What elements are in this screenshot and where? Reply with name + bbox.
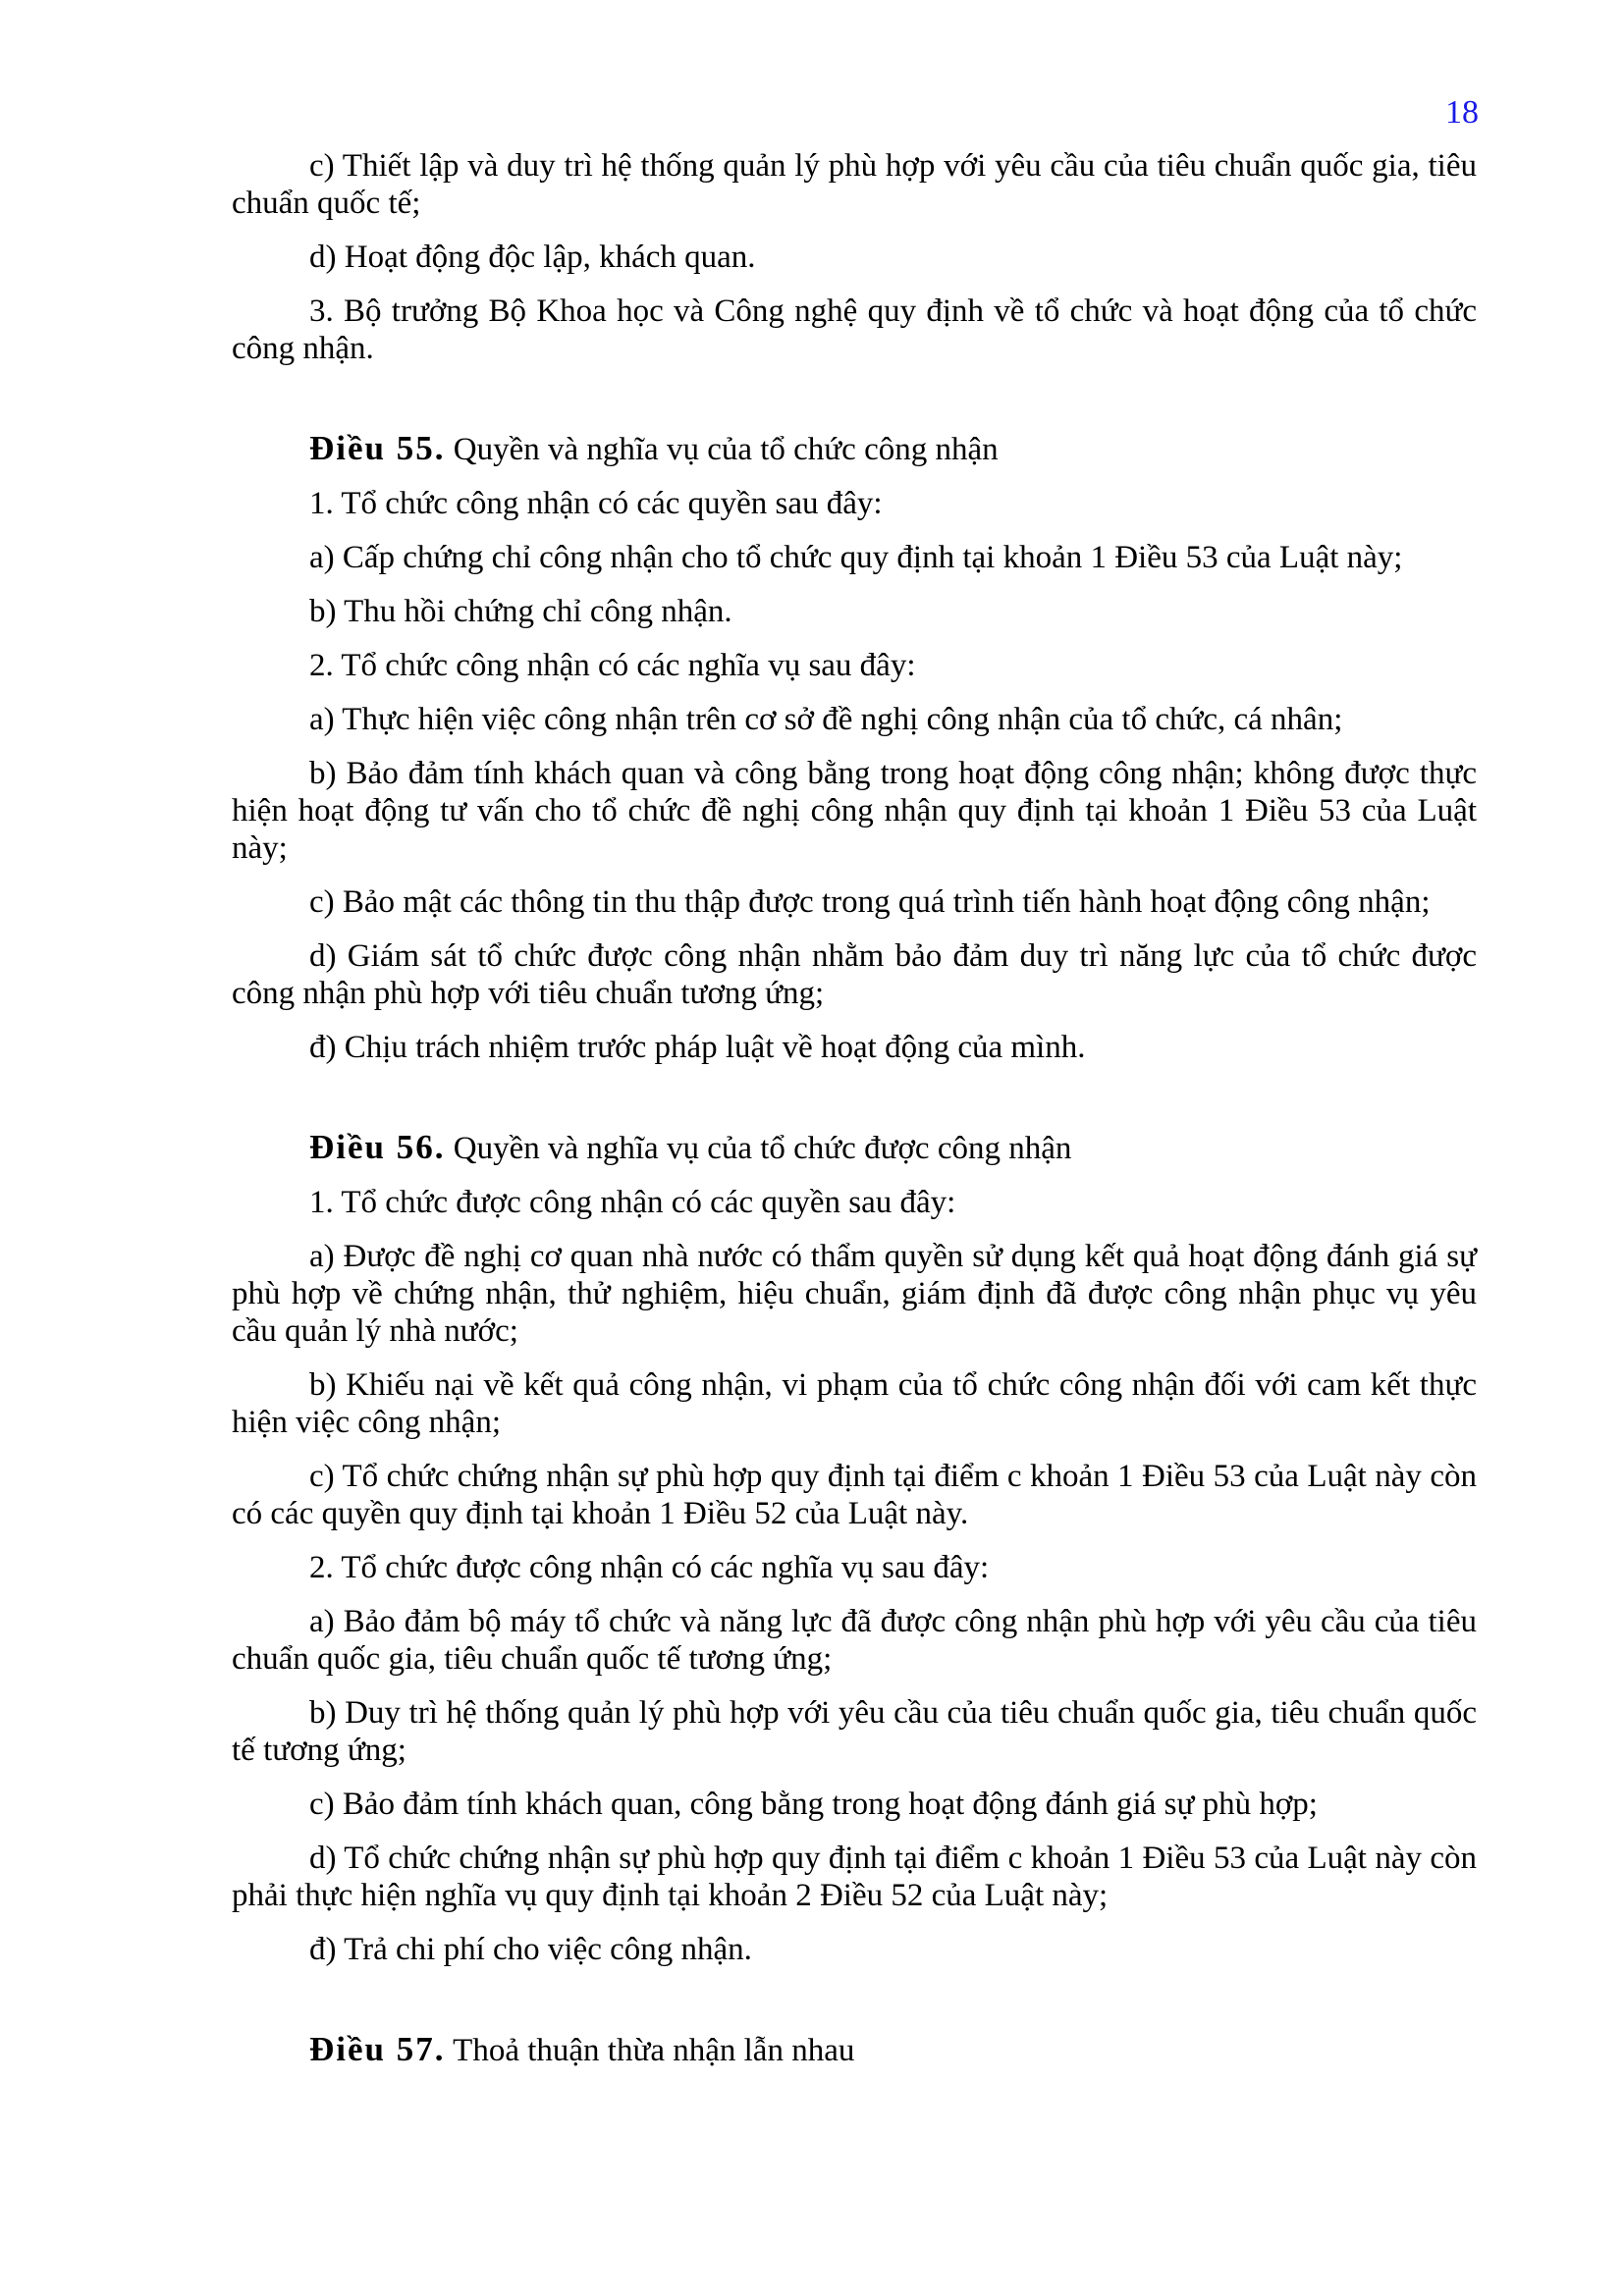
article-title: Thoả thuận thừa nhận lẫn nhau	[453, 2033, 855, 2068]
paragraph: đ) Chịu trách nhiệm trước pháp luật về hoạt động của mình.	[309, 1030, 1086, 1065]
document-body	[232, 147, 1477, 2086]
paragraph: b) Khiếu nại về kết quả công nhận, vi phạm của tổ chức công nhận đối với cam kết thực hiện việc công nhận;	[232, 1367, 1477, 1440]
paragraph: d) Tổ chức chứng nhận sự phù hợp quy định tại điểm c khoản 1 Điều 53 của Luật này còn phải thực hiện nghĩa vụ quy định tại khoản 2 Điều 52 của Luật này;	[232, 1841, 1477, 1913]
paragraph: 1. Tổ chức được công nhận có các quyền sau đây:	[309, 1185, 956, 1220]
paragraph: 3. Bộ trưởng Bộ Khoa học và Công nghệ quy định về tổ chức và hoạt động của tổ chức công nhận.	[232, 294, 1477, 366]
paragraph: d) Hoạt động độc lập, khách quan.	[309, 240, 756, 275]
article-55-heading	[232, 430, 1477, 468]
page-number: 18	[1445, 94, 1479, 131]
article-label: Điều 57.	[309, 2030, 446, 2068]
paragraph: c) Tổ chức chứng nhận sự phù hợp quy định tại điểm c khoản 1 Điều 53 của Luật này còn có các quyền quy định tại khoản 1 Điều 52 của Luật này.	[232, 1459, 1477, 1531]
paragraph: a) Bảo đảm bộ máy tổ chức và năng lực đã được công nhận phù hợp với yêu cầu của tiêu chuẩn quốc gia, tiêu chuẩn quốc tế tương ứng;	[232, 1604, 1477, 1677]
paragraph: a) Cấp chứng chỉ công nhận cho tổ chức quy định tại khoản 1 Điều 53 của Luật này;	[309, 540, 1403, 575]
paragraph: 2. Tổ chức công nhận có các nghĩa vụ sau đây:	[309, 648, 916, 683]
article-label: Điều 55.	[309, 429, 446, 467]
paragraph: c) Bảo đảm tính khách quan, công bằng trong hoạt động đánh giá sự phù hợp;	[309, 1787, 1318, 1822]
paragraph: 2. Tổ chức được công nhận có các nghĩa vụ sau đây:	[309, 1550, 990, 1585]
paragraph: a) Được đề nghị cơ quan nhà nước có thẩm quyền sử dụng kết quả hoạt động đánh giá sự phù hợp về chứng nhận, thử nghiệm, hiệu chuẩn, giám định đã được công nhận phục vụ yêu cầu quản lý nhà nước;	[232, 1239, 1477, 1349]
article-57-heading	[232, 2031, 1477, 2069]
article-56-heading	[232, 1129, 1477, 1167]
paragraph: b) Bảo đảm tính khách quan và công bằng trong hoạt động công nhận; không được thực hiện hoạt động tư vấn cho tổ chức đề nghị công nhận quy định tại khoản 1 Điều 53 của Luật này;	[232, 756, 1477, 866]
article-title: Quyền và nghĩa vụ của tổ chức công nhận	[453, 432, 999, 467]
paragraph: c) Bảo mật các thông tin thu thập được trong quá trình tiến hành hoạt động công nhận;	[309, 884, 1431, 920]
article-title: Quyền và nghĩa vụ của tổ chức được công nhận	[453, 1131, 1072, 1166]
article-label: Điều 56.	[309, 1128, 446, 1166]
paragraph: 1. Tổ chức công nhận có các quyền sau đây:	[309, 486, 883, 521]
paragraph: b) Thu hồi chứng chỉ công nhận.	[309, 594, 732, 629]
paragraph: b) Duy trì hệ thống quản lý phù hợp với yêu cầu của tiêu chuẩn quốc gia, tiêu chuẩn quốc tế tương ứng;	[232, 1695, 1477, 1768]
paragraph: đ) Trả chi phí cho việc công nhận.	[309, 1932, 752, 1967]
paragraph: d) Giám sát tổ chức được công nhận nhằm bảo đảm duy trì năng lực của tổ chức được công nhận phù hợp với tiêu chuẩn tương ứng;	[232, 938, 1477, 1011]
paragraph: a) Thực hiện việc công nhận trên cơ sở đề nghị công nhận của tổ chức, cá nhân;	[309, 702, 1343, 737]
paragraph: c) Thiết lập và duy trì hệ thống quản lý phù hợp với yêu cầu của tiêu chuẩn quốc gia, tiêu chuẩn quốc tế;	[232, 148, 1477, 221]
